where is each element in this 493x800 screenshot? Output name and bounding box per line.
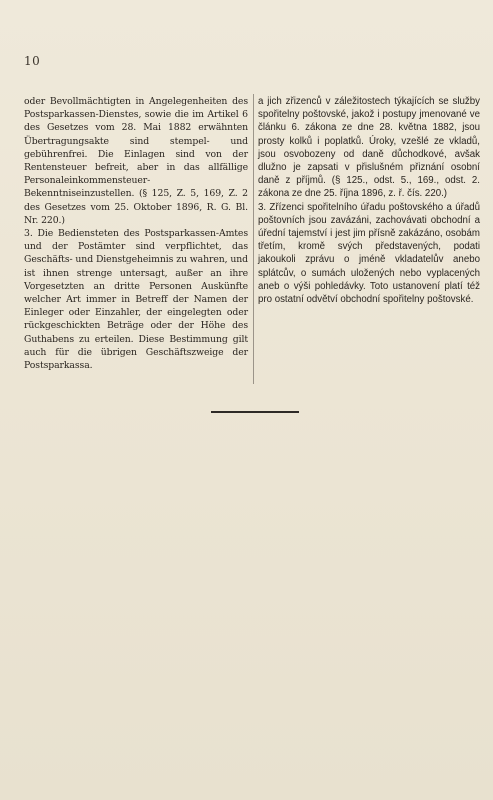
czech-text-column: [258, 95, 480, 306]
column-divider: [253, 94, 254, 384]
page-number: 10: [24, 54, 41, 68]
czech-paragraph-1: a jich zřizenců v záležitostech týkajících se služby spořitelny poštovské, jakož i postupy jmenované ve článku 6. zákona ze dne 28. května 1882, jsou prosty kolků i poplatků. Úroky, vzešlé ze vkladů, jsou osvobozeny od daně důchodkové, avšak dlužno je zapsati v přislušném přiznání osobní daně z příjmů. (§ 125., odst. 5., 169., odst. 2. zákona ze dne 25. října 1896, z. ř. čís. 220.): [258, 96, 480, 200]
german-paragraph-2: 3. Die Bediensteten des Postsparkassen-Amtes und der Postämter sind verpflichtet, das Geschäfts- und Dienstgeheimnis zu wahren, und ist ihnen strenge untersagt, außer an ihre Vorgesetzten an dritte Personen Auskünfte welcher Art immer in Betreff der Namen der Einleger oder Einzahler, der eingelegten oder rückgeschickten Beträge oder der Höhe des Guthabens zu erteilen. Diese Bestimmung gilt auch für die übrigen Geschäftszweige der Postsparkassa.: [24, 228, 248, 372]
end-rule: [211, 411, 299, 413]
czech-paragraph-2: 3. Zřízenci spořitelního úřadu poštovského a úřadů poštovních jsou zavázáni, zachovávati obchodní a úřední tajemství i jest jim přísně zakázáno, osobám třetím, kromě svých představených, podati jakoukoli zprávu o jméně vkladatelův anebo splátcův, o sumách uložených nebo vyplacených aneb o výši pohledávky. Toto ustanovení platí též pro ostatní odvětví obchodní spořitelny poštovské.: [258, 201, 480, 306]
german-text-column: [24, 95, 248, 372]
german-paragraph-1: oder Bevollmächtigten in Angelegenheiten des Postsparkassen-Dienstes, sowie die im Artikel 6 des Gesetzes vom 28. Mai 1882 erwähnten Übertragungsakte sind stempel- und gebührenfrei. Die Einlagen sind von der Rentensteuer befreit, aber in das allfällige Personaleinkommensteuer-Bekenntniseinzustellen. (§ 125, Z. 5, 169, Z. 2 des Gesetzes vom 25. Oktober 1896, R. G. Bl. Nr. 220.): [24, 96, 248, 226]
